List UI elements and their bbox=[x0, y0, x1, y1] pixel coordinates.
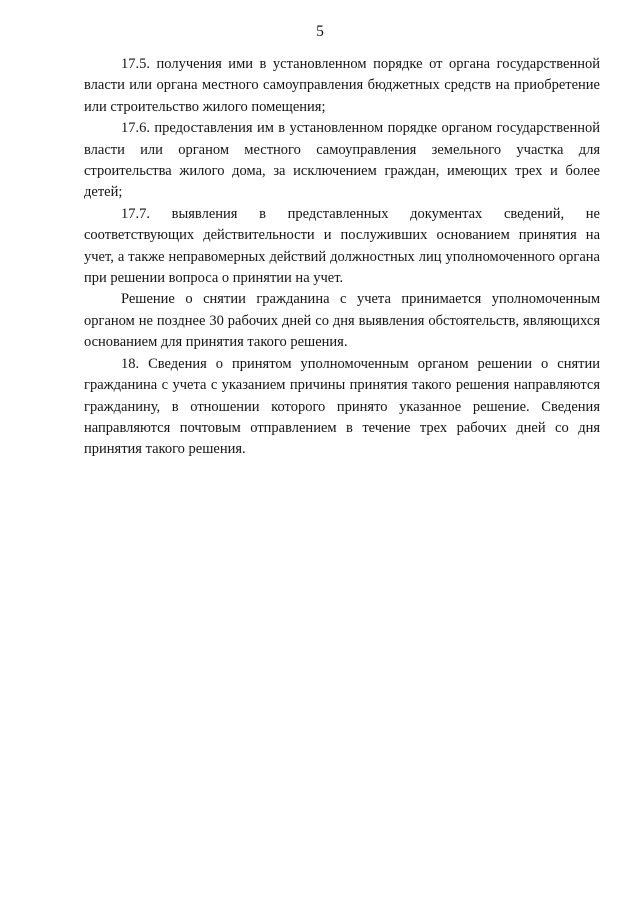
paragraph-decision: Решение о снятии гражданина с учета принимается уполномоченным органом не позднее 30 рабочих дней со дня выявления обстоятельств, являющихся основанием для принятия такого решения. bbox=[84, 291, 600, 351]
paragraph-17-6: 17.6. предоставления им в установленном порядке органом государственной власти или органом местного самоуправления земельного участка для строительства жилого дома, за исключением граждан, имеющих трех и более детей; bbox=[84, 120, 600, 201]
paragraph-17-5: 17.5. получения ими в установленном порядке от органа государственной власти или органа местного самоуправления бюджетных средств на приобретение или строительство жилого помещения; bbox=[84, 56, 600, 115]
paragraph-18: 18. Сведения о принятом уполномоченным органом решении о снятии гражданина с учета с указанием причины принятия такого решения направляются гражданину, в отношении которого принято указанное решение. Сведения направляются почтовым отправлением в течение трех рабочих дней со дня принятия такого решения. bbox=[84, 355, 600, 458]
document-body bbox=[84, 54, 600, 461]
page-number: 5 bbox=[316, 23, 324, 40]
paragraph-17-7: 17.7. выявления в представленных документах сведений, не соответствующих действительности и послуживших основанием принятия на учет, а также неправомерных действий должностных лиц уполномоченного органа при решении вопроса о принятии на учет. bbox=[84, 205, 600, 287]
